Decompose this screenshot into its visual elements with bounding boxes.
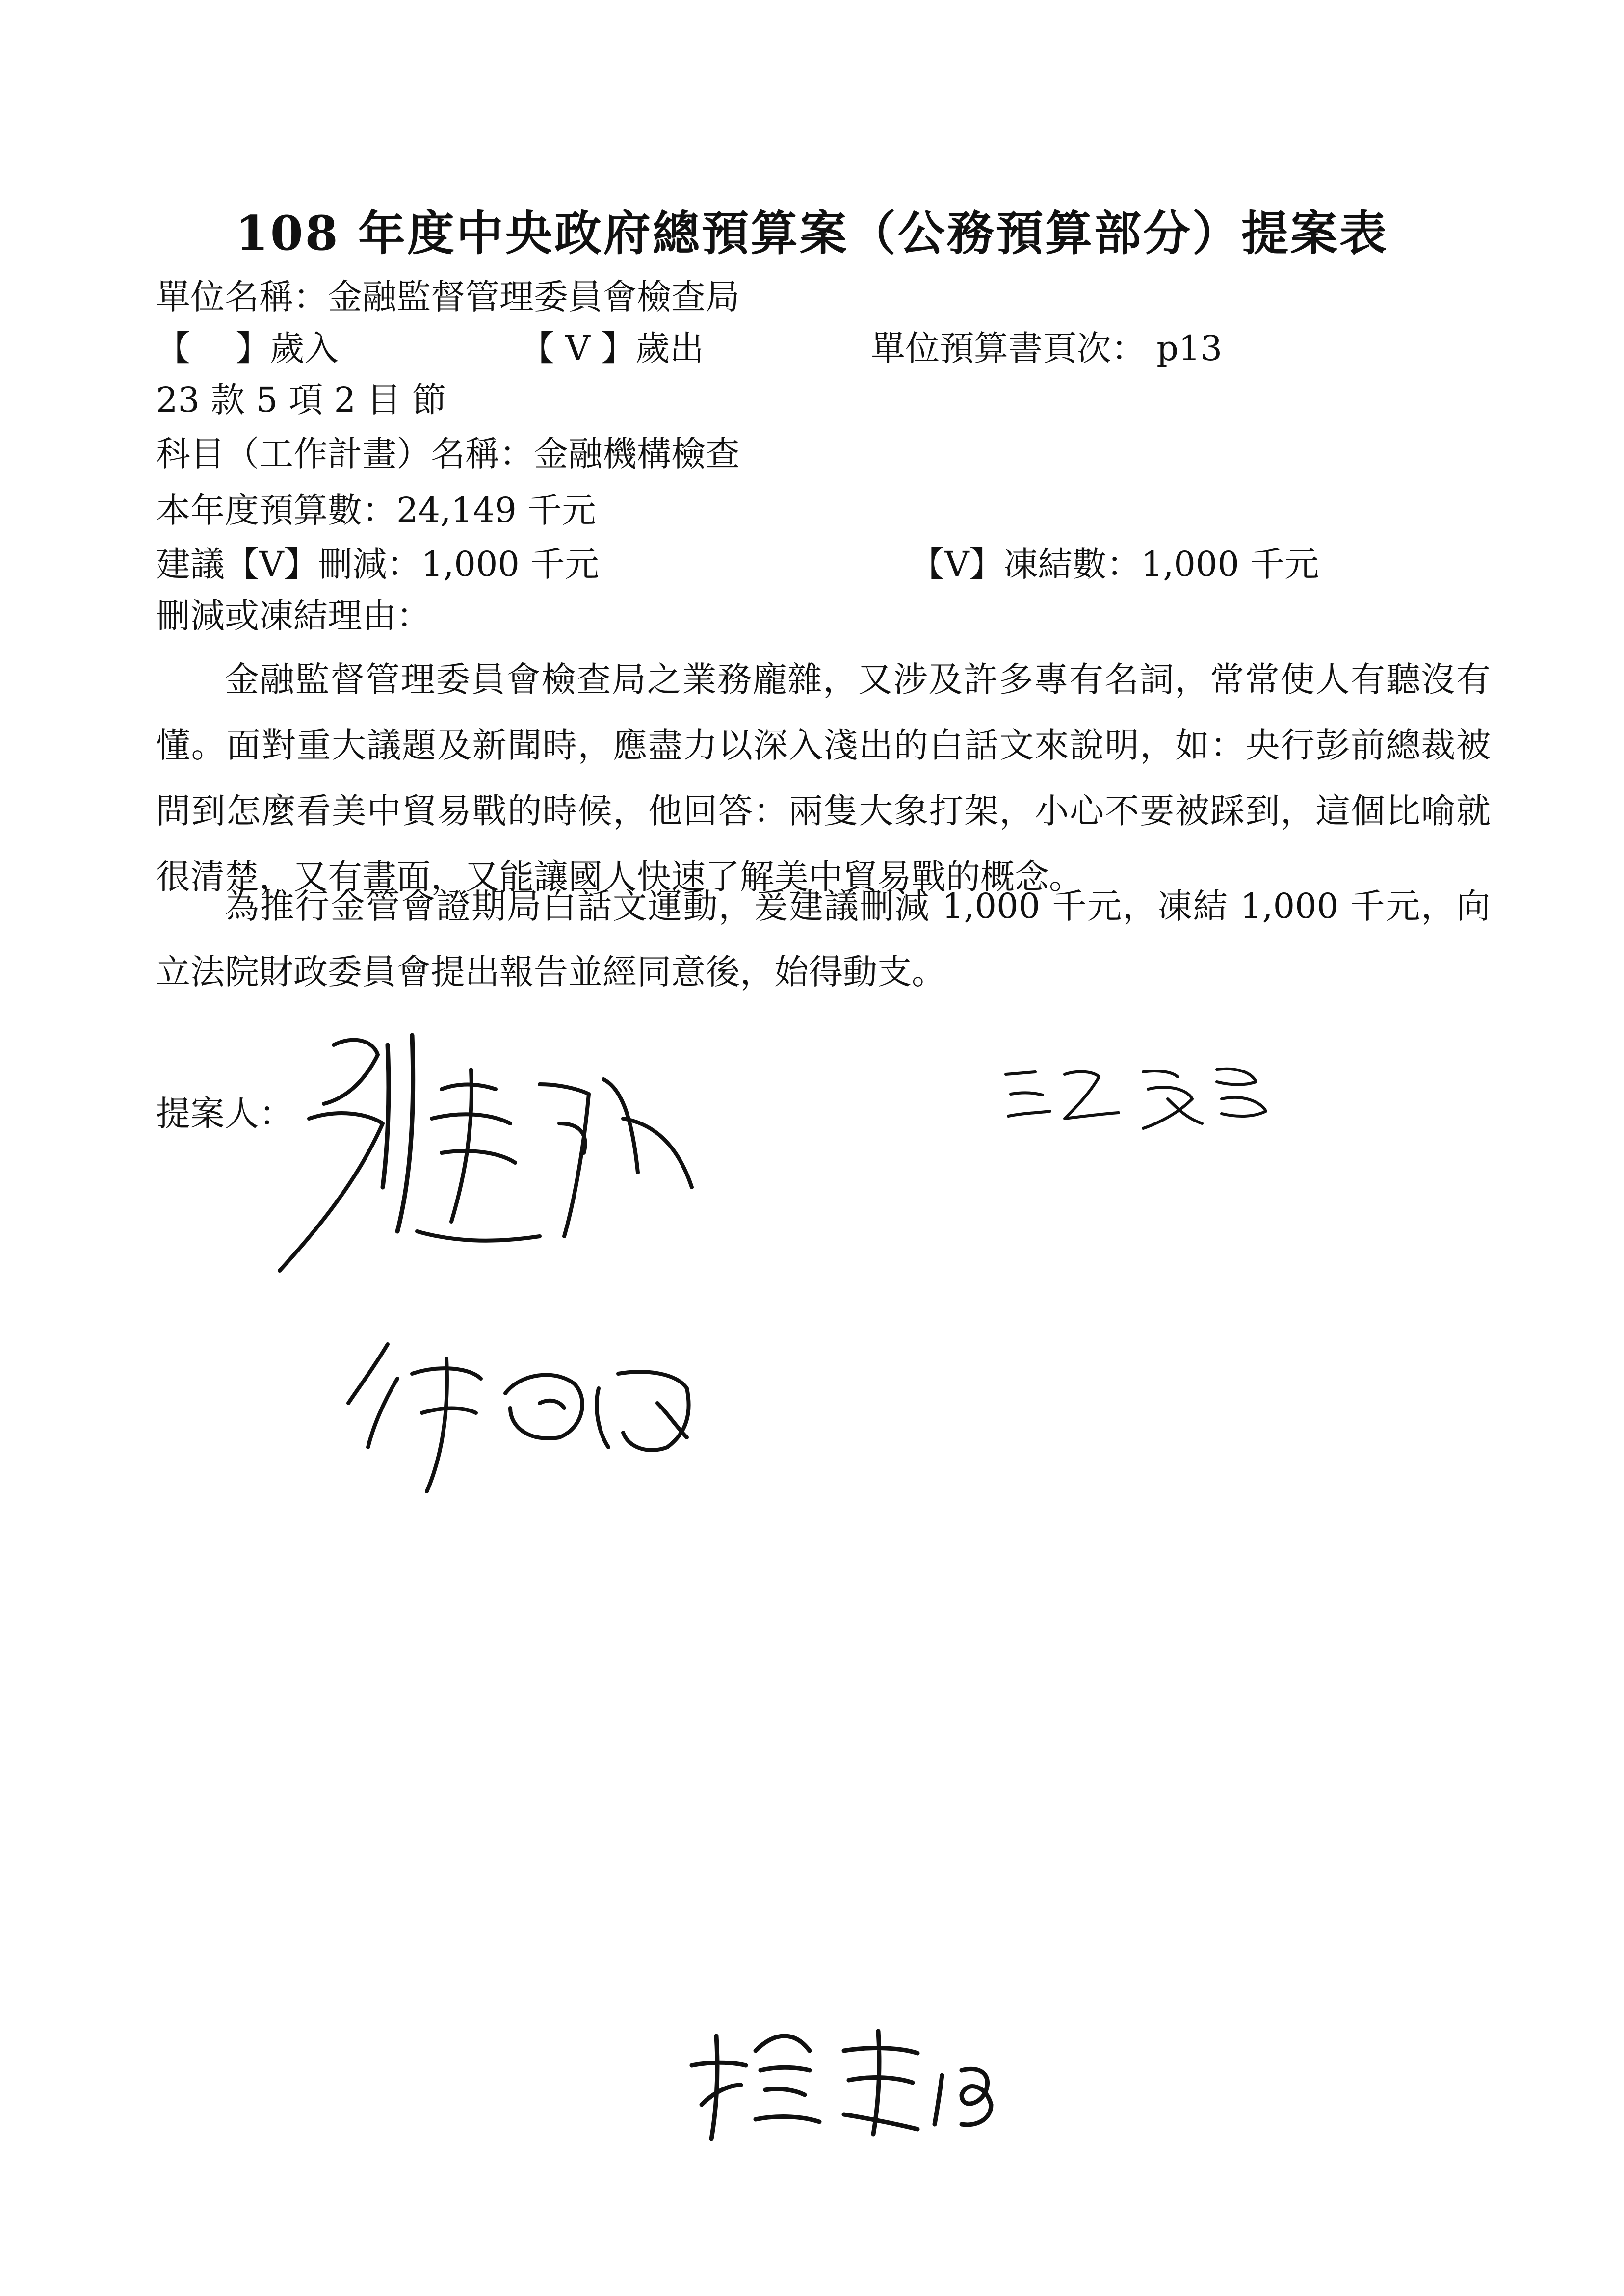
unit-row bbox=[156, 275, 740, 319]
reason-label: 刪減或凍結理由： bbox=[156, 596, 431, 636]
page-ref-value: p13 bbox=[1156, 328, 1223, 368]
signature-xu-icon bbox=[343, 1315, 736, 1501]
unit-label: 單位名稱： bbox=[156, 277, 328, 317]
freeze-value: 1,000 千元 bbox=[1141, 544, 1319, 584]
reason-paragraph-1: 金融監督管理委員會檢查局之業務龐雜，又涉及許多專有名詞，常常使人有聽沒有懂。面對重大議題及新聞時，應盡力以深入淺出的白話文來說明，如：央行彭前總裁被問到怎麼看美中貿易戰的時候，他回答：兩隻大象打架，小心不要被踩到，這個比喻就很清楚，又有畫面，又能讓國人快速了解美中貿易戰的概念。 bbox=[156, 659, 1491, 897]
cut-label: 刪減： bbox=[318, 544, 421, 584]
cut-value: 1,000 千元 bbox=[421, 544, 600, 584]
expense-label: 歲出 bbox=[635, 328, 705, 368]
freeze-row bbox=[910, 542, 1319, 586]
signature-jiang-yong-chang-icon bbox=[1001, 1055, 1276, 1133]
subject-row bbox=[156, 432, 740, 476]
revenue-checkbox: 【 】 bbox=[156, 328, 270, 368]
subject-value: 金融機構檢查 bbox=[534, 434, 740, 474]
section-row: 23 款 5 項 2 目 節 bbox=[156, 380, 446, 420]
cut-row bbox=[156, 542, 599, 586]
budget-type-row bbox=[156, 326, 339, 370]
cut-checkbox: 【V】 bbox=[225, 544, 318, 584]
freeze-checkbox: 【V】 bbox=[910, 544, 1004, 584]
reason-paragraph-2: 為推行金管會證期局白話文運動，爰建議刪減 1,000 千元，凍結 1,000 千元，向立法院財政委員會提出報告並經同意後，始得動支。 bbox=[156, 886, 1491, 992]
expense-checkbox: 【 V 】 bbox=[520, 328, 636, 368]
proposer-label: 提案人： bbox=[156, 1094, 293, 1134]
suggest-label: 建議 bbox=[156, 544, 225, 584]
freeze-label: 凍結數： bbox=[1003, 544, 1141, 584]
revenue-label: 歲入 bbox=[270, 328, 339, 368]
expense-row bbox=[520, 326, 704, 370]
signature-liu-jian-guo-icon bbox=[265, 1025, 707, 1280]
budget-amount-value: 24,149 千元 bbox=[396, 490, 597, 530]
signature-check-stamp-icon bbox=[687, 2021, 1021, 2149]
subject-label: 科目（工作計畫）名稱： bbox=[156, 434, 534, 474]
budget-amount-label: 本年度預算數： bbox=[156, 490, 396, 530]
unit-value: 金融監督管理委員會檢查局 bbox=[328, 277, 740, 317]
budget-amount-row bbox=[156, 488, 596, 532]
page-title: 108 年度中央政府總預算案（公務預算部分）提案表 bbox=[236, 206, 1388, 261]
page-ref-row bbox=[871, 326, 1222, 370]
page-ref-label: 單位預算書頁次： bbox=[871, 328, 1146, 368]
